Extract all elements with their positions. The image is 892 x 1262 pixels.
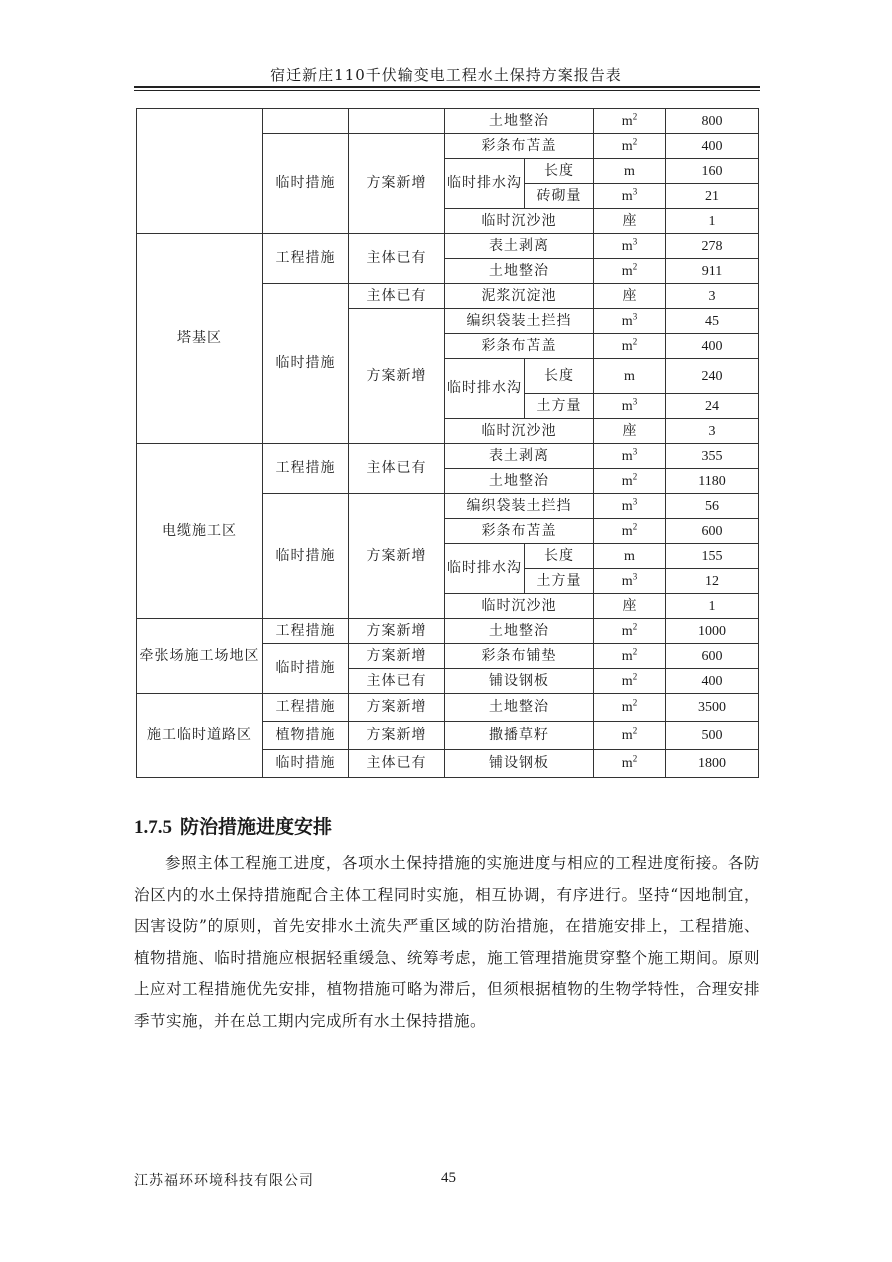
quantity-cell: 600 — [666, 644, 759, 669]
section-title: 防治措施进度安排 — [180, 816, 333, 838]
unit-cell: $m^2$ — [594, 750, 666, 778]
source-cell: 主体已有 — [349, 750, 445, 778]
measure-cell: 临时排水沟 — [445, 159, 525, 209]
category-cell: 临时措施 — [263, 644, 349, 694]
unit-cell: $m^3$ — [594, 184, 666, 209]
unit-cell: $m^2$ — [594, 644, 666, 669]
header-rule — [134, 90, 760, 91]
quantity-cell: 911 — [666, 259, 759, 284]
category-cell: 临时措施 — [263, 134, 349, 234]
category-cell: 临时措施 — [263, 494, 349, 619]
category-cell: 工程措施 — [263, 444, 349, 494]
quantity-cell: 1180 — [666, 469, 759, 494]
unit-cell: $m^3$ — [594, 234, 666, 259]
table-row — [137, 444, 759, 469]
unit-cell: $m^3$ — [594, 494, 666, 519]
unit-cell: $m^2$ — [594, 669, 666, 694]
quantity-cell: 240 — [666, 359, 759, 394]
quantity-cell: 3500 — [666, 694, 759, 722]
section-heading — [134, 812, 332, 839]
measure-cell: 铺设钢板 — [445, 669, 594, 694]
header-rule — [134, 86, 760, 88]
measure-cell: 编织袋装土拦挡 — [445, 494, 594, 519]
category-cell: 植物措施 — [263, 722, 349, 750]
measure-cell: 土地整治 — [445, 469, 594, 494]
page-header-title: 宿迁新庄110千伏输变电工程水土保持方案报告表 — [270, 66, 622, 84]
source-cell: 方案新增 — [349, 134, 445, 234]
quantity-cell: 1 — [666, 209, 759, 234]
quantity-cell: 3 — [666, 419, 759, 444]
measure-cell: 临时沉沙池 — [445, 594, 594, 619]
measure-cell: 临时沉沙池 — [445, 209, 594, 234]
sub-measure-cell: 土方量 — [525, 569, 594, 594]
unit-cell: $m^2$ — [594, 694, 666, 722]
sub-measure-cell: 土方量 — [525, 394, 594, 419]
unit-cell: m — [594, 359, 666, 394]
measure-cell: 彩条布苫盖 — [445, 334, 594, 359]
unit-cell: $m^2$ — [594, 334, 666, 359]
unit-cell: $m^2$ — [594, 519, 666, 544]
measure-cell: 土地整治 — [445, 109, 594, 134]
body-paragraph: 参照主体工程施工进度，各项水土保持措施的实施进度与相应的工程进度衔接。各防治区内的水土保持措施配合主体工程同时实施，相互协调，有序进行。坚持“因地制宜，因害设防”的原则，首先安排水土流失严重区域的防治措施，在措施安排上，工程措施、植物措施、临时措施应根据轻重缓急、统筹考虑，施工管理措施贯穿整个施工期间。原则上应对工程措施优先安排，植物措施可略为滞后，但须根据植物的生物学特性，合理安排季节实施，并在总工期内完成所有水土保持措施。 — [134, 854, 760, 1030]
section-number: 1.7.5 — [134, 817, 172, 838]
page-number: 45 — [441, 1170, 456, 1186]
unit-cell: $m^2$ — [594, 259, 666, 284]
category-cell: 工程措施 — [263, 619, 349, 644]
measures-table — [136, 108, 759, 778]
unit-cell: m — [594, 159, 666, 184]
source-cell: 主体已有 — [349, 284, 445, 309]
quantity-cell: 3 — [666, 284, 759, 309]
quantity-cell: 500 — [666, 722, 759, 750]
measure-cell: 彩条布苫盖 — [445, 134, 594, 159]
zone-cell: 塔基区 — [137, 234, 263, 444]
quantity-cell: 45 — [666, 309, 759, 334]
quantity-cell: 278 — [666, 234, 759, 259]
source-cell: 主体已有 — [349, 669, 445, 694]
sub-measure-cell: 砖砌量 — [525, 184, 594, 209]
quantity-cell: 600 — [666, 519, 759, 544]
unit-cell: 座 — [594, 209, 666, 234]
measure-cell: 土地整治 — [445, 619, 594, 644]
zone-cell: 施工临时道路区 — [137, 694, 263, 778]
sub-measure-cell: 长度 — [525, 159, 594, 184]
zone-cell: 牵张场施工场地区 — [137, 619, 263, 694]
category-cell — [263, 109, 349, 134]
quantity-cell: 355 — [666, 444, 759, 469]
source-cell: 方案新增 — [349, 494, 445, 619]
sub-measure-cell: 长度 — [525, 359, 594, 394]
unit-cell: $m^2$ — [594, 109, 666, 134]
table-row — [137, 109, 759, 134]
source-cell: 主体已有 — [349, 234, 445, 284]
measure-cell: 彩条布苫盖 — [445, 519, 594, 544]
unit-cell: 座 — [594, 594, 666, 619]
quantity-cell: 1 — [666, 594, 759, 619]
quantity-cell: 400 — [666, 134, 759, 159]
quantity-cell: 1800 — [666, 750, 759, 778]
source-cell: 主体已有 — [349, 444, 445, 494]
quantity-cell: 1000 — [666, 619, 759, 644]
measure-cell: 撒播草籽 — [445, 722, 594, 750]
measure-cell: 表土剥离 — [445, 234, 594, 259]
quantity-cell: 400 — [666, 669, 759, 694]
unit-cell: $m^2$ — [594, 134, 666, 159]
quantity-cell: 160 — [666, 159, 759, 184]
unit-cell: $m^3$ — [594, 394, 666, 419]
category-cell: 工程措施 — [263, 234, 349, 284]
source-cell: 方案新增 — [349, 619, 445, 644]
source-cell: 方案新增 — [349, 694, 445, 722]
unit-cell: $m^2$ — [594, 619, 666, 644]
measure-cell: 临时沉沙池 — [445, 419, 594, 444]
source-cell: 方案新增 — [349, 644, 445, 669]
footer-company: 江苏福环环境科技有限公司 — [134, 1173, 314, 1189]
measure-cell: 临时排水沟 — [445, 544, 525, 594]
quantity-cell: 400 — [666, 334, 759, 359]
table-row — [137, 694, 759, 722]
measure-cell: 编织袋装土拦挡 — [445, 309, 594, 334]
unit-cell: $m^3$ — [594, 444, 666, 469]
source-cell: 方案新增 — [349, 309, 445, 444]
unit-cell: $m^2$ — [594, 469, 666, 494]
quantity-cell: 155 — [666, 544, 759, 569]
unit-cell: $m^2$ — [594, 722, 666, 750]
zone-cell: 电缆施工区 — [137, 444, 263, 619]
category-cell: 临时措施 — [263, 284, 349, 444]
quantity-cell: 24 — [666, 394, 759, 419]
zone-cell — [137, 109, 263, 234]
unit-cell: $m^3$ — [594, 569, 666, 594]
measure-cell: 彩条布铺垫 — [445, 644, 594, 669]
measure-cell: 土地整治 — [445, 259, 594, 284]
table-row — [137, 619, 759, 644]
measure-cell: 泥浆沉淀池 — [445, 284, 594, 309]
category-cell: 工程措施 — [263, 694, 349, 722]
unit-cell: 座 — [594, 284, 666, 309]
measure-cell: 铺设钢板 — [445, 750, 594, 778]
source-cell: 方案新增 — [349, 722, 445, 750]
measure-cell: 表土剥离 — [445, 444, 594, 469]
unit-cell: m — [594, 544, 666, 569]
sub-measure-cell: 长度 — [525, 544, 594, 569]
source-cell — [349, 109, 445, 134]
quantity-cell: 21 — [666, 184, 759, 209]
table-row — [137, 234, 759, 259]
quantity-cell: 12 — [666, 569, 759, 594]
quantity-cell: 800 — [666, 109, 759, 134]
measure-cell: 土地整治 — [445, 694, 594, 722]
measure-cell: 临时排水沟 — [445, 359, 525, 419]
quantity-cell: 56 — [666, 494, 759, 519]
category-cell: 临时措施 — [263, 750, 349, 778]
unit-cell: 座 — [594, 419, 666, 444]
unit-cell: $m^3$ — [594, 309, 666, 334]
